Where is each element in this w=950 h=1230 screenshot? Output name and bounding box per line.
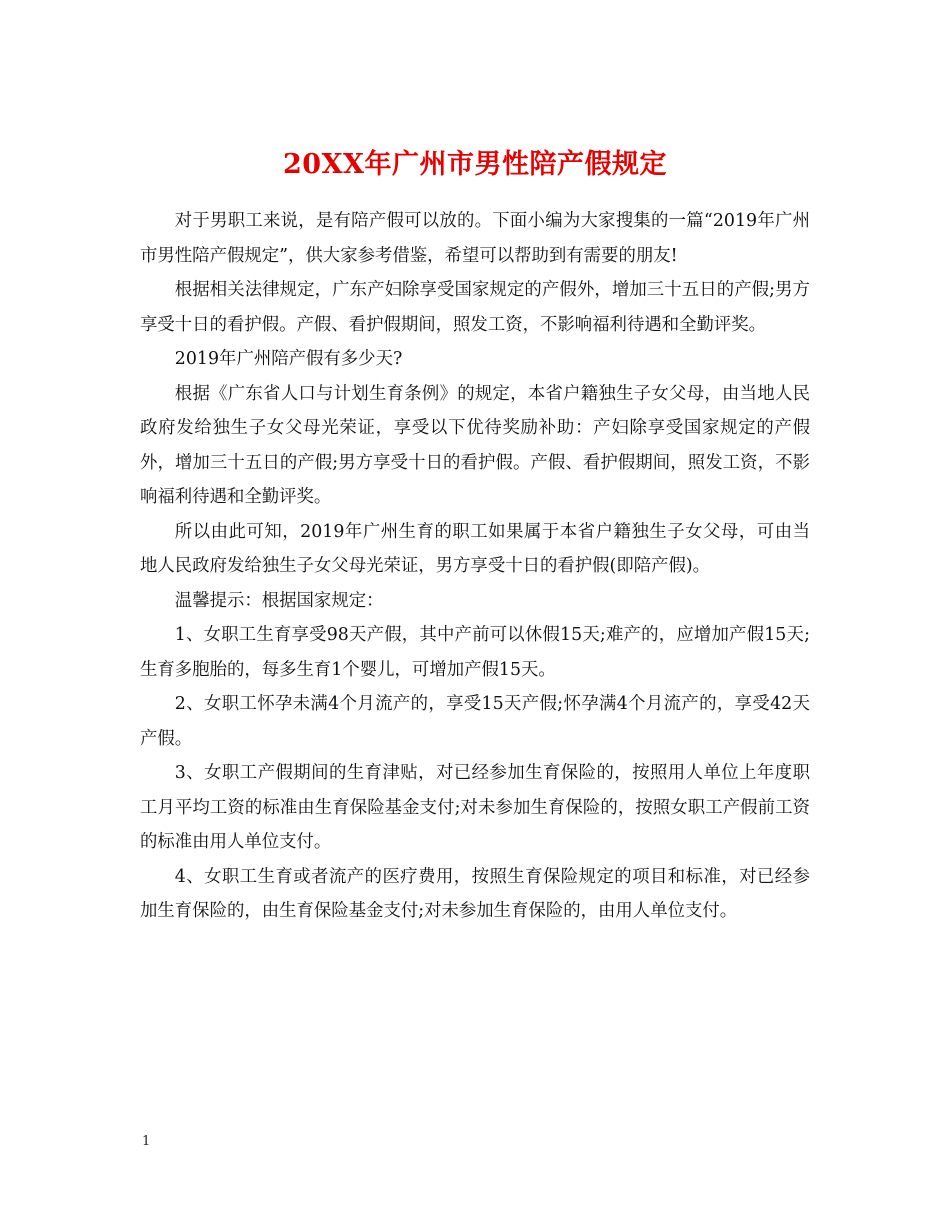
paragraph-intro: 对于男职工来说，是有陪产假可以放的。下面小编为大家搜集的一篇“2019年广州市男性陪产假规定”，供大家参考借鉴，希望可以帮助到有需要的朋友!	[140, 211, 810, 266]
document-title: 20XX年广州市男性陪产假规定	[283, 149, 667, 181]
paragraph-rule-1: 1、女职工生育享受98天产假，其中产前可以休假15天;难产的，应增加产假15天;生育多胞胎的，每多生育1个婴儿，可增加产假15天。	[140, 625, 810, 680]
page-number: 1	[142, 1134, 151, 1149]
paragraph-conclusion: 所以由此可知，2019年广州生育的职工如果属于本省户籍独生子女父母，可由当地人民政府发给独生子女父母光荣证，男方享受十日的看护假(即陪产假)。	[140, 521, 810, 576]
paragraph-question: 2019年广州陪产假有多少天?	[174, 349, 403, 369]
document-body	[140, 204, 810, 929]
paragraph-rule-3: 3、女职工产假期间的生育津贴，对已经参加生育保险的，按照用人单位上年度职工月平均工资的标准由生育保险基金支付;对未参加生育保险的，按照女职工产假前工资的标准由用人单位支付。	[140, 763, 810, 852]
paragraph-rule-2: 2、女职工怀孕未满4个月流产的，享受15天产假;怀孕满4个月流产的，享受42天产假。	[140, 694, 810, 749]
paragraph-regulation-detail: 根据《广东省人口与计划生育条例》的规定，本省户籍独生子女父母，由当地人民政府发给独生子女父母光荣证，享受以下优待奖励补助：产妇除享受国家规定的产假外，增加三十五日的产假;男方享受十日的看护假。产假、看护假期间，照发工资，不影响福利待遇和全勤评奖。	[140, 383, 810, 507]
paragraph-legal-basis: 根据相关法律规定，广东产妇除享受国家规定的产假外，增加三十五日的产假;男方享受十日的看护假。产假、看护假期间，照发工资，不影响福利待遇和全勤评奖。	[140, 280, 810, 335]
paragraph-reminder-heading: 温馨提示：根据国家规定：	[174, 590, 384, 611]
paragraph-rule-4: 4、女职工生育或者流产的医疗费用，按照生育保险规定的项目和标准，对已经参加生育保险的，由生育保险基金支付;对未参加生育保险的，由用人单位支付。	[140, 866, 810, 921]
